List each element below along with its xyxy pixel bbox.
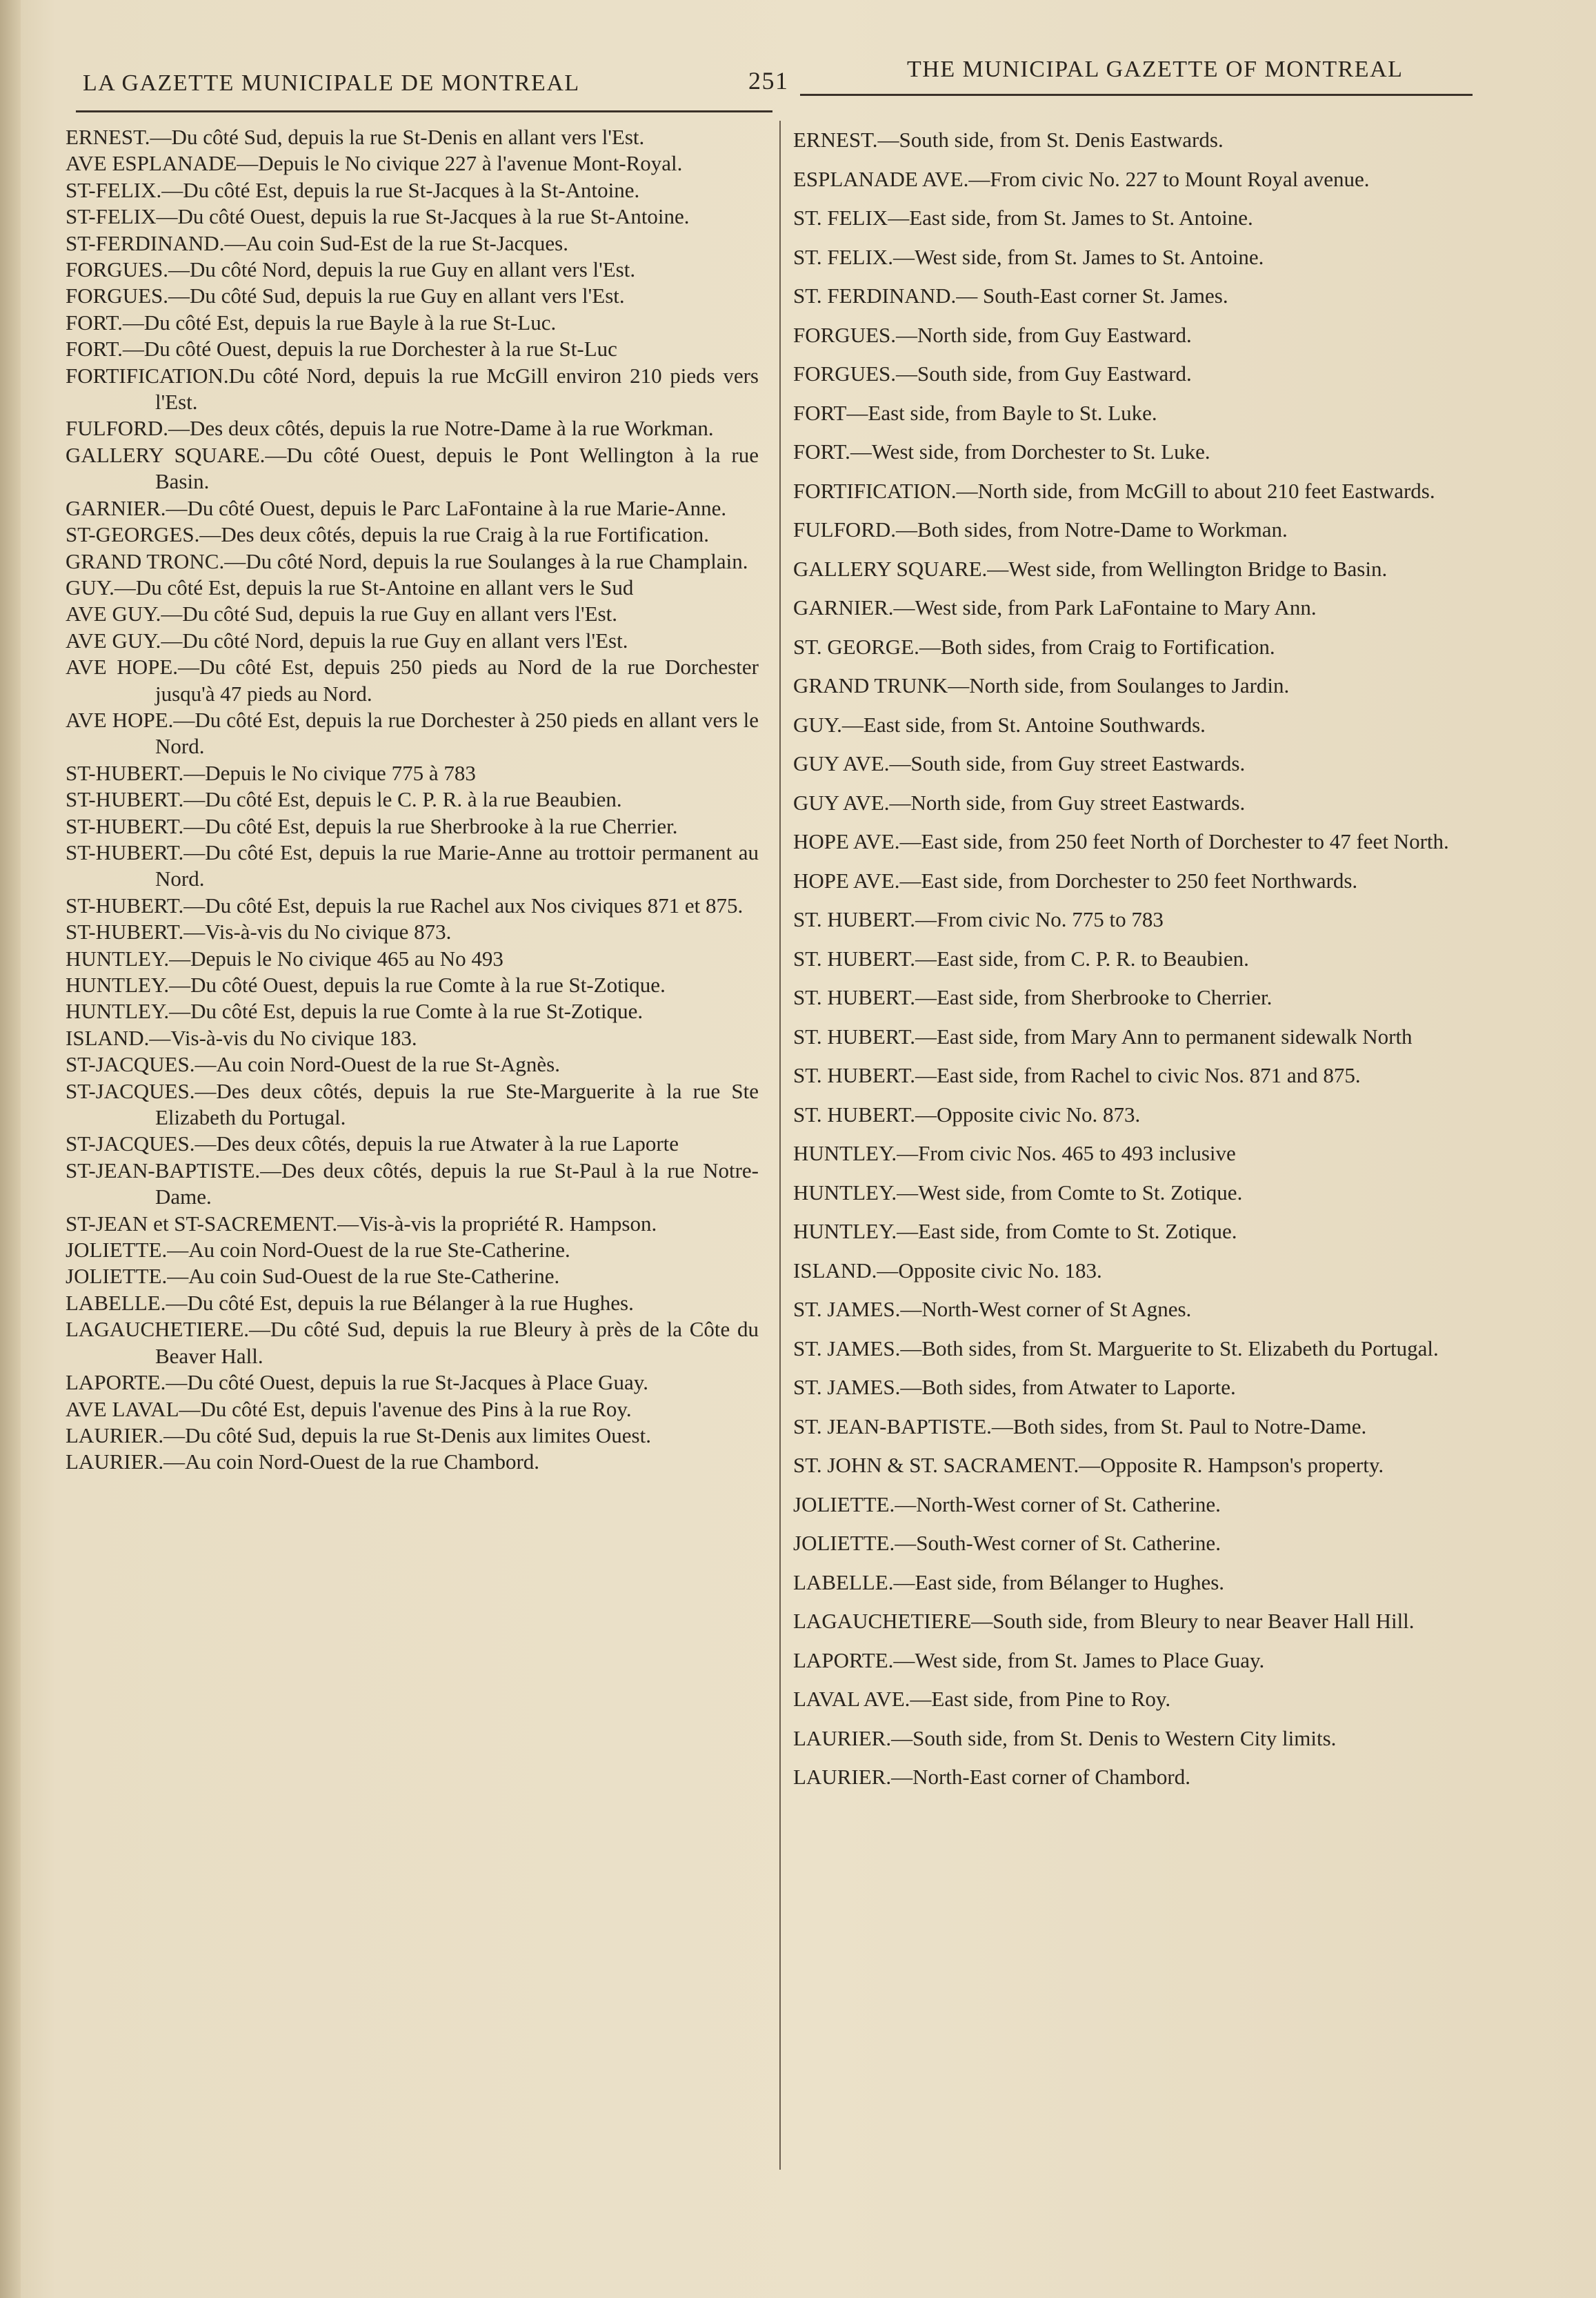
header-rule-right bbox=[800, 94, 1473, 96]
english-entry: ESPLANADE AVE.—From civic No. 227 to Mount Royal avenue. bbox=[793, 166, 1370, 191]
english-column bbox=[793, 124, 1493, 1801]
english-entry: LAPORTE.—West side, from St. James to Place Guay. bbox=[793, 1647, 1265, 1672]
english-entry: FORT—East side, from Bayle to St. Luke. bbox=[793, 400, 1157, 425]
french-entry: JOLIETTE.—Au coin Sud-Ouest de la rue Ste-Catherine. bbox=[66, 1264, 560, 1289]
french-entry: GALLERY SQUARE.—Du côté Ouest, depuis le Pont Wellington à la rue Basin. bbox=[66, 442, 759, 494]
english-entry: LAURIER.—South side, from St. Denis to Western City limits. bbox=[793, 1725, 1337, 1750]
french-entry: ST-HUBERT.—Depuis le No civique 775 à 783 bbox=[66, 760, 476, 785]
english-entry: GUY.—East side, from St. Antoine Southwards. bbox=[793, 712, 1206, 737]
english-entry: LAVAL AVE.—East side, from Pine to Roy. bbox=[793, 1687, 1171, 1711]
french-entry: FULFORD.—Des deux côtés, depuis la rue Notre-Dame à la rue Workman. bbox=[66, 416, 714, 441]
french-entry: ST-JACQUES.—Des deux côtés, depuis la rue Atwater à la rue Laporte bbox=[66, 1131, 679, 1156]
english-entry: ST. HUBERT.—East side, from Sherbrooke to Cherrier. bbox=[793, 985, 1273, 1009]
french-entry: ST-JACQUES.—Des deux côtés, depuis la rue Ste-Marguerite à la rue Ste Elizabeth du Portugal. bbox=[66, 1078, 759, 1130]
french-entry: ST-FELIX—Du côté Ouest, depuis la rue St-Jacques à la rue St-Antoine. bbox=[66, 204, 690, 229]
french-entry: ST-JEAN-BAPTISTE.—Des deux côtés, depuis la rue St-Paul à la rue Notre-Dame. bbox=[66, 1158, 759, 1209]
french-entry: FORGUES.—Du côté Sud, depuis la rue Guy en allant vers l'Est. bbox=[66, 284, 625, 308]
french-entry: FORTIFICATION.Du côté Nord, depuis la rue McGill environ 210 pieds vers l'Est. bbox=[66, 363, 759, 415]
french-entry: ST-JEAN et ST-SACREMENT.—Vis-à-vis la propriété R. Hampson. bbox=[66, 1211, 657, 1236]
french-entry: AVE GUY.—Du côté Sud, depuis la rue Guy en allant vers l'Est. bbox=[66, 602, 617, 626]
english-entry: ST. HUBERT.—East side, from C. P. R. to Beaubien. bbox=[793, 946, 1249, 971]
page-header bbox=[83, 57, 1476, 112]
french-entry: FORT.—Du côté Est, depuis la rue Bayle à la rue St-Luc. bbox=[66, 310, 557, 335]
english-entry: ST. HUBERT.—East side, from Mary Ann to permanent sidewalk North bbox=[793, 1024, 1413, 1049]
french-entry: HUNTLEY.—Depuis le No civique 465 au No 493 bbox=[66, 946, 503, 971]
english-entry: GARNIER.—West side, from Park LaFontaine to Mary Ann. bbox=[793, 595, 1317, 620]
header-english-title: THE MUNICIPAL GAZETTE OF MONTREAL bbox=[907, 57, 1404, 82]
french-entry: LAPORTE.—Du côté Ouest, depuis la rue St-Jacques à Place Guay. bbox=[66, 1370, 648, 1395]
english-entry: HOPE AVE.—East side, from 250 feet North of Dorchester to 47 feet North. bbox=[793, 829, 1449, 853]
french-column bbox=[66, 124, 759, 1476]
english-entry: HUNTLEY.—West side, from Comte to St. Zotique. bbox=[793, 1180, 1243, 1205]
english-entry: LAGAUCHETIERE—South side, from Bleury to near Beaver Hall Hill. bbox=[793, 1609, 1415, 1633]
french-entry: AVE LAVAL—Du côté Est, depuis l'avenue des Pins à la rue Roy. bbox=[66, 1396, 632, 1421]
english-entry: LAURIER.—North-East corner of Chambord. bbox=[793, 1765, 1190, 1789]
french-entry: ISLAND.—Vis-à-vis du No civique 183. bbox=[66, 1025, 417, 1050]
english-entry: ST. GEORGE.—Both sides, from Craig to Fortification. bbox=[793, 634, 1275, 659]
french-entry: AVE HOPE.—Du côté Est, depuis la rue Dorchester à 250 pieds en allant vers le Nord. bbox=[66, 707, 759, 759]
english-entry: FORT.—West side, from Dorchester to St. Luke. bbox=[793, 439, 1210, 464]
french-entry: GARNIER.—Du côté Ouest, depuis le Parc LaFontaine à la rue Marie-Anne. bbox=[66, 495, 727, 520]
english-entry: ISLAND.—Opposite civic No. 183. bbox=[793, 1258, 1102, 1282]
french-entry: AVE ESPLANADE—Depuis le No civique 227 à l'avenue Mont-Royal. bbox=[66, 151, 683, 176]
english-entry: GUY AVE.—South side, from Guy street Eastwards. bbox=[793, 751, 1246, 775]
english-entry: ST. FERDINAND.— South-East corner St. James. bbox=[793, 284, 1228, 308]
french-entry: HUNTLEY.—Du côté Est, depuis la rue Comte à la rue St-Zotique. bbox=[66, 999, 644, 1024]
french-entry: GUY.—Du côté Est, depuis la rue St-Antoine en allant vers le Sud bbox=[66, 575, 634, 600]
french-entry: ST-HUBERT.—Du côté Est, depuis la rue Marie-Anne au trottoir permanent au Nord. bbox=[66, 840, 759, 891]
english-entry: JOLIETTE.—North-West corner of St. Catherine. bbox=[793, 1492, 1221, 1516]
french-entry: LAURIER.—Au coin Nord-Ouest de la rue Chambord. bbox=[66, 1449, 540, 1474]
header-french-title: LA GAZETTE MUNICIPALE DE MONTREAL bbox=[83, 70, 580, 96]
french-entry: LAURIER.—Du côté Sud, depuis la rue St-Denis aux limites Ouest. bbox=[66, 1423, 651, 1447]
english-entry: ST. JAMES.—North-West corner of St Agnes. bbox=[793, 1297, 1192, 1321]
english-entry: GRAND TRUNK—North side, from Soulanges to Jardin. bbox=[793, 673, 1290, 697]
english-entry: FULFORD.—Both sides, from Notre-Dame to Workman. bbox=[793, 517, 1288, 542]
french-entry: JOLIETTE.—Au coin Nord-Ouest de la rue Ste-Catherine. bbox=[66, 1238, 570, 1262]
english-entry: ERNEST.—South side, from St. Denis Eastwards. bbox=[793, 128, 1224, 152]
french-entry: ST-HUBERT.—Vis-à-vis du No civique 873. bbox=[66, 920, 452, 944]
english-entry: HOPE AVE.—East side, from Dorchester to 250 feet Northwards. bbox=[793, 868, 1358, 893]
french-entry: AVE GUY.—Du côté Nord, depuis la rue Guy en allant vers l'Est. bbox=[66, 628, 628, 653]
french-entry: FORT.—Du côté Ouest, depuis la rue Dorchester à la rue St-Luc bbox=[66, 337, 617, 361]
french-entry: GRAND TRONC.—Du côté Nord, depuis la rue Soulanges à la rue Champlain. bbox=[66, 548, 748, 573]
french-entry: ST-JACQUES.—Au coin Nord-Ouest de la rue St-Agnès. bbox=[66, 1052, 560, 1077]
french-entry: HUNTLEY.—Du côté Ouest, depuis la rue Comte à la rue St-Zotique. bbox=[66, 973, 666, 997]
english-entry: ST. FELIX—East side, from St. James to St. Antoine. bbox=[793, 206, 1253, 230]
english-entry: FORTIFICATION.—North side, from McGill to about 210 feet Eastwards. bbox=[793, 478, 1435, 503]
french-entry: ST-GEORGES.—Des deux côtés, depuis la rue Craig à la rue Fortification. bbox=[66, 522, 709, 547]
english-entry: JOLIETTE.—South-West corner of St. Catherine. bbox=[793, 1531, 1221, 1555]
french-entry: LAGAUCHETIERE.—Du côté Sud, depuis la rue Bleury à près de la Côte du Beaver Hall. bbox=[66, 1317, 759, 1368]
english-entry: ST. HUBERT.—East side, from Rachel to civic Nos. 871 and 875. bbox=[793, 1063, 1361, 1087]
english-entry: ST. FELIX.—West side, from St. James to St. Antoine. bbox=[793, 244, 1264, 269]
french-entry: FORGUES.—Du côté Nord, depuis la rue Guy en allant vers l'Est. bbox=[66, 257, 636, 282]
english-entry: HUNTLEY.—From civic Nos. 465 to 493 inclusive bbox=[793, 1141, 1236, 1165]
header-rule-left bbox=[76, 110, 772, 112]
english-entry: ST. JEAN-BAPTISTE.—Both sides, from St. Paul to Notre-Dame. bbox=[793, 1414, 1367, 1438]
english-entry: FORGUES.—South side, from Guy Eastward. bbox=[793, 361, 1192, 386]
page-number: 251 bbox=[748, 67, 789, 95]
column-divider bbox=[779, 121, 781, 2170]
english-entry: ST. HUBERT.—Opposite civic No. 873. bbox=[793, 1102, 1141, 1127]
french-entry: AVE HOPE.—Du côté Est, depuis 250 pieds au Nord de la rue Dorchester jusqu'à 47 pieds au Nord. bbox=[66, 655, 759, 706]
french-entry: ST-HUBERT.—Du côté Est, depuis le C. P. R. à la rue Beaubien. bbox=[66, 787, 622, 812]
french-entry: ST-HUBERT.—Du côté Est, depuis la rue Rachel aux Nos civiques 871 et 875. bbox=[66, 893, 744, 918]
english-entry: HUNTLEY.—East side, from Comte to St. Zotique. bbox=[793, 1219, 1237, 1243]
english-entry: ST. JAMES.—Both sides, from St. Marguerite to St. Elizabeth du Portugal. bbox=[793, 1336, 1439, 1360]
french-entry: ST-FERDINAND.—Au coin Sud-Est de la rue St-Jacques. bbox=[66, 230, 568, 255]
english-entry: ST. HUBERT.—From civic No. 775 to 783 bbox=[793, 907, 1164, 931]
english-entry: GALLERY SQUARE.—West side, from Wellington Bridge to Basin. bbox=[793, 556, 1388, 581]
french-entry: ERNEST.—Du côté Sud, depuis la rue St-Denis en allant vers l'Est. bbox=[66, 125, 645, 149]
english-entry: ST. JOHN & ST. SACRAMENT.—Opposite R. Hampson's property. bbox=[793, 1453, 1384, 1477]
french-entry: ST-FELIX.—Du côté Est, depuis la rue St-Jacques à la St-Antoine. bbox=[66, 177, 640, 202]
english-entry: FORGUES.—North side, from Guy Eastward. bbox=[793, 322, 1192, 347]
french-entry: LABELLE.—Du côté Est, depuis la rue Bélanger à la rue Hughes. bbox=[66, 1290, 634, 1315]
english-entry: ST. JAMES.—Both sides, from Atwater to Laporte. bbox=[793, 1375, 1236, 1399]
english-entry: GUY AVE.—North side, from Guy street Eastwards. bbox=[793, 790, 1246, 815]
binding-shadow bbox=[0, 0, 21, 2298]
english-entry: LABELLE.—East side, from Bélanger to Hughes. bbox=[793, 1569, 1225, 1594]
french-entry: ST-HUBERT.—Du côté Est, depuis la rue Sherbrooke à la rue Cherrier. bbox=[66, 813, 678, 838]
